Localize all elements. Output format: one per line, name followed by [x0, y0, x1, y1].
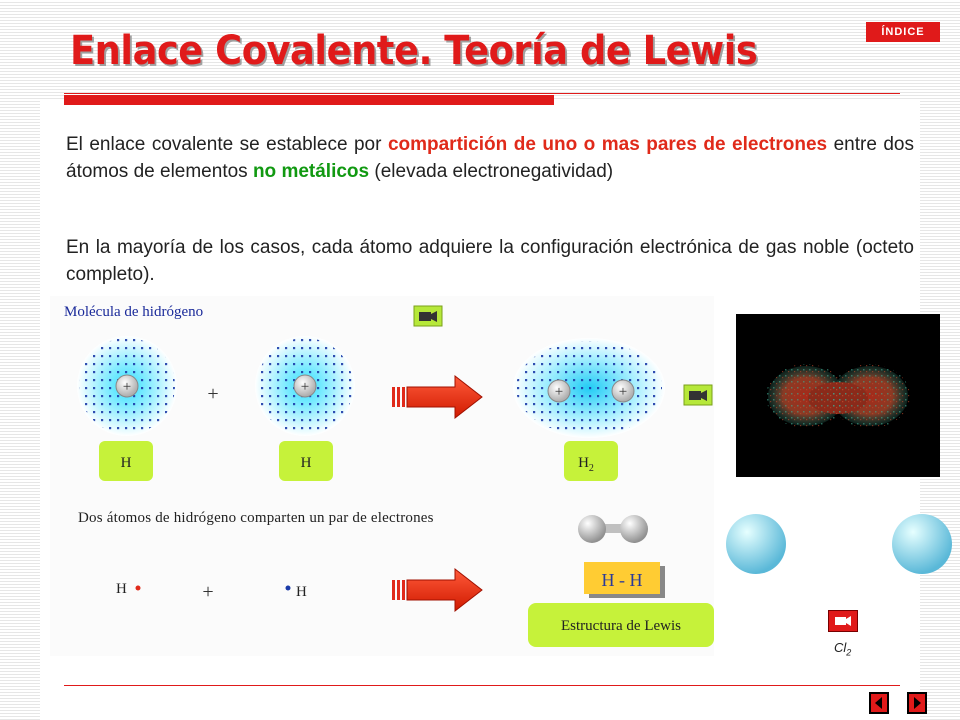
cl2-video-button[interactable] — [828, 610, 858, 632]
svg-text:H - H: H - H — [601, 570, 643, 590]
atom-label-left — [99, 441, 153, 481]
hydrogen-molecule-diagram — [50, 296, 714, 656]
previous-slide-button[interactable] — [869, 692, 889, 714]
video-icon[interactable] — [684, 385, 712, 405]
electron-dot-red — [136, 586, 141, 591]
video-icon[interactable] — [414, 306, 442, 326]
svg-text:+: + — [554, 384, 564, 400]
title-rule — [64, 93, 900, 94]
page-title: Enlace Covalente. Teoría de Lewis — [70, 28, 758, 74]
footer-rule — [64, 685, 900, 686]
paragraph-definition: El enlace covalente se establece por compartición de uno o mas pares de electrones entre dos átomos de elementos no metálicos (elevada electronegatividad) — [66, 134, 914, 182]
atom-label-right — [279, 441, 333, 481]
svg-text:H: H — [120, 455, 132, 471]
next-slide-button[interactable] — [907, 692, 927, 714]
electron-dot-blue — [286, 586, 291, 591]
plus-sign: + — [207, 383, 219, 405]
lewis-formula-box — [584, 562, 665, 598]
highlight-non-metals: no metálicos — [252, 161, 370, 182]
arrow-left-icon — [871, 694, 887, 712]
hydrogen-atom-right — [255, 336, 355, 436]
arrow-right-icon — [909, 694, 925, 712]
title-underline-bar — [64, 95, 554, 105]
paragraph-octet: En la mayoría de los casos, cada átomo adquiere la configuración electrónica de gas noble (octeto completo). — [66, 237, 914, 285]
lewis-plus: + — [202, 581, 214, 603]
lewis-structure-label — [528, 603, 714, 647]
diagram-title: Molécula de hidrógeno — [64, 304, 204, 320]
svg-text:Estructura de Lewis: Estructura de Lewis — [561, 618, 681, 634]
cl-atom-sphere-left — [725, 513, 787, 575]
hydrogen-atom-left — [77, 336, 177, 436]
cl2-label: $Cl_2$ — [834, 640, 852, 658]
lewis-h-right: H — [296, 584, 307, 600]
highlight-sharing-electrons: compartición de uno o mas pares de electrones — [387, 134, 828, 155]
molecule-label — [564, 441, 618, 481]
svg-text:+: + — [300, 379, 310, 395]
cl-atom-sphere-right — [891, 513, 953, 575]
index-button[interactable]: ÍNDICE — [866, 22, 940, 42]
lewis-h-left: H — [116, 581, 127, 597]
svg-text:H2: $H_2$ — [578, 455, 594, 474]
diagram-subtitle: Dos átomos de hidrógeno comparten un par de electrones — [78, 510, 434, 526]
svg-text:H: H — [300, 455, 312, 471]
electron-cloud-animation — [736, 314, 940, 477]
hydrogen-molecule — [513, 338, 665, 438]
svg-text:+: + — [618, 384, 628, 400]
svg-text:+: + — [122, 379, 132, 395]
